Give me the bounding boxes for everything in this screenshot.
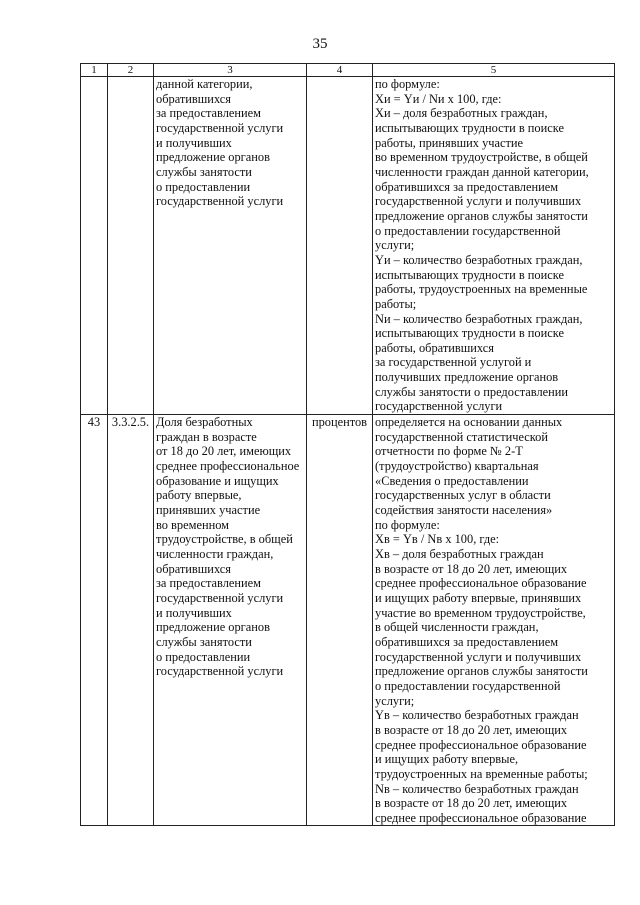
row-code-cell xyxy=(108,77,154,415)
indicator-name-cell xyxy=(154,77,307,415)
text-line: обратившихся xyxy=(156,91,231,106)
text-line: «Сведения о предоставлении xyxy=(375,473,529,488)
text-line: службы занятости о предоставлении xyxy=(375,384,569,399)
text-line: численности граждан, xyxy=(156,547,274,561)
text-line: государственной услуги xyxy=(156,120,284,135)
text-line: испытывающих трудности в поиске xyxy=(375,267,564,282)
text-line: среднее профессиональное образование xyxy=(375,810,587,825)
text-line: граждан в возрасте xyxy=(156,429,257,444)
column-header: 2 xyxy=(108,64,154,77)
text-line: отчетности по форме № 2-Т xyxy=(375,444,523,459)
text-line: государственной услуги xyxy=(156,664,284,679)
text-line: по формуле: xyxy=(375,77,440,91)
text-line: обратившихся за предоставлением xyxy=(375,179,559,194)
text-line: (трудоустройство) квартальная xyxy=(375,459,539,474)
column-header: 5 xyxy=(373,64,615,77)
text-line: испытывающих трудности в поиске xyxy=(375,326,564,341)
column-header: 4 xyxy=(307,64,373,77)
text-line: участие во временном трудоустройстве, xyxy=(375,605,586,620)
text-line: работы, трудоустроенных на временные xyxy=(375,282,588,297)
indicator-name-cell xyxy=(154,415,307,826)
text-line: государственной услуги xyxy=(156,194,284,209)
text-line: испытывающих трудности в поиске xyxy=(375,120,564,135)
text-line: работы; xyxy=(375,296,417,311)
text-line: в возрасте от 18 до 20 лет, имеющих xyxy=(375,561,568,576)
text-line: государственной услуги и получивших xyxy=(375,649,582,664)
text-line: о предоставлении xyxy=(156,179,251,194)
page-number: 35 xyxy=(312,36,328,52)
column-header: 3 xyxy=(154,64,307,77)
table-row xyxy=(81,77,615,415)
text-line: среднее профессиональное образование xyxy=(375,576,587,591)
text-line: среднее профессиональное xyxy=(156,459,300,474)
text-line: службы занятости xyxy=(156,634,252,649)
text-line: трудоустроенных на временные работы; xyxy=(375,766,588,781)
calculation-method-cell xyxy=(373,77,615,415)
text-line: работы, принявших участие xyxy=(375,135,524,150)
text-line: принявших участие xyxy=(156,503,261,518)
text-line: и получивших xyxy=(156,605,232,620)
text-line: предложение органов xyxy=(156,620,270,635)
text-line: предложение органов службы занятости xyxy=(375,664,588,679)
text-line: работу впервые, xyxy=(156,488,242,503)
text-line: в возрасте от 18 до 20 лет, имеющих xyxy=(375,722,568,737)
text-line: услуги; xyxy=(375,693,415,708)
text-line: в возрасте от 18 до 20 лет, имеющих xyxy=(375,796,568,811)
calculation-method-cell xyxy=(373,415,615,826)
text-line: от 18 до 20 лет, имеющих xyxy=(156,444,292,459)
unit-cell: процентов xyxy=(307,415,373,826)
table-row xyxy=(81,415,615,826)
text-line: Доля безработных xyxy=(156,415,253,430)
text-line: обратившихся xyxy=(156,561,231,576)
text-line: трудоустройстве, в общей xyxy=(156,532,293,547)
text-line: государственной статистической xyxy=(375,429,548,444)
text-line: государственной услуги xyxy=(156,590,284,605)
text-line: предложение органов xyxy=(156,150,270,165)
text-line: Хв = Yв / Nв х 100, где: xyxy=(375,532,500,547)
text-line: Хв – доля безработных граждан xyxy=(375,547,544,561)
text-line: обратившихся за предоставлением xyxy=(375,634,559,649)
text-line: по формуле: xyxy=(375,517,440,532)
text-line: государственной услуги и получивших xyxy=(375,194,582,209)
row-number-cell: 43 xyxy=(81,415,108,826)
text-line: и получивших xyxy=(156,135,232,150)
column-number-row xyxy=(81,64,615,77)
text-line: Nв – количество безработных граждан xyxy=(375,781,579,796)
text-line: государственной услуги xyxy=(375,399,503,414)
row-number-cell xyxy=(81,77,108,415)
text-line: Nи – количество безработных граждан, xyxy=(375,311,583,326)
text-line: предложение органов службы занятости xyxy=(375,208,588,223)
text-line: содействия занятости населения» xyxy=(375,503,553,518)
text-line: Хи = Yи / Nи х 100, где: xyxy=(375,91,502,106)
text-line: о предоставлении xyxy=(156,649,251,664)
text-line: и ищущих работу впервые, принявших xyxy=(375,590,582,605)
text-line: о предоставлении государственной xyxy=(375,223,561,238)
text-line: и ищущих работу впервые, xyxy=(375,752,519,767)
text-line: за государственной услугой и xyxy=(375,355,532,370)
row-code-cell: 3.3.2.5. xyxy=(108,415,154,826)
text-line: во временном xyxy=(156,517,230,532)
column-header: 1 xyxy=(81,64,108,77)
text-line: во временном трудоустройстве, в общей xyxy=(375,150,588,165)
text-line: о предоставлении государственной xyxy=(375,678,561,693)
text-line: государственных услуг в области xyxy=(375,488,551,503)
text-line: Хи – доля безработных граждан, xyxy=(375,106,548,121)
text-line: определяется на основании данных xyxy=(375,415,563,430)
text-line: за предоставлением xyxy=(156,106,261,121)
text-line: данной категории, xyxy=(156,77,253,91)
text-line: Yи – количество безработных граждан, xyxy=(375,252,583,267)
text-line: среднее профессиональное образование xyxy=(375,737,587,752)
text-line: Yв – количество безработных граждан xyxy=(375,708,579,723)
text-line: в общей численности граждан, xyxy=(375,620,539,635)
text-line: службы занятости xyxy=(156,164,252,179)
text-line: численности граждан данной категории, xyxy=(375,164,589,179)
text-line: за предоставлением xyxy=(156,576,261,591)
text-line: образование и ищущих xyxy=(156,473,279,488)
unit-cell xyxy=(307,77,373,415)
text-line: услуги; xyxy=(375,238,415,253)
indicators-table xyxy=(80,63,615,826)
text-line: работы, обратившихся xyxy=(375,340,494,355)
text-line: получивших предложение органов xyxy=(375,370,559,385)
